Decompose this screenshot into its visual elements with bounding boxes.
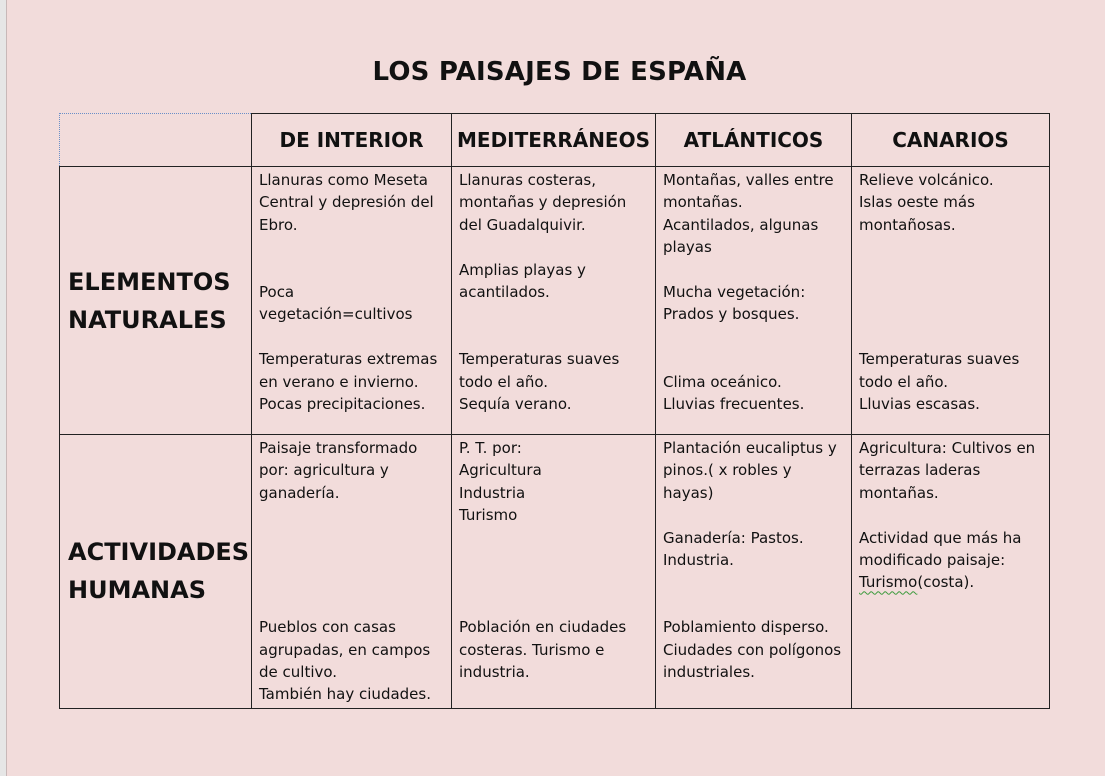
column-header-atlanticos: ATLÁNTICOS — [656, 114, 852, 167]
row-elementos-naturales — [60, 167, 1050, 435]
cell-humanas-atlanticos: Plantación eucaliptus y pinos.( x robles y hayas) Ganadería: Pastos. Industria. Poblamiento disperso. Ciudades con polígonos industriales. — [656, 435, 852, 709]
column-header-interior: DE INTERIOR — [252, 114, 452, 167]
document-page — [6, 0, 1105, 776]
column-header-mediterraneos: MEDITERRÁNEOS — [452, 114, 656, 167]
row-header-actividades-humanas: ACTIVIDADES HUMANAS — [60, 435, 252, 709]
cell-humanas-canarios: Agricultura: Cultivos en terrazas laderas montañas. Actividad que más ha modificado paisaje: Turismo(costa). — [852, 435, 1050, 709]
header-row — [60, 114, 1050, 167]
cell-naturales-atlanticos: Montañas, valles entre montañas. Acantilados, algunas playas Mucha vegetación: Prados y bosques. Clima oceánico. Lluvias frecuentes. — [656, 167, 852, 435]
cell-naturales-mediterraneos: Llanuras costeras, montañas y depresión del Guadalquivir. Amplias playas y acantilados. Temperaturas suaves todo el año. Sequía verano. — [452, 167, 656, 435]
cell-humanas-interior: Paisaje transformado por: agricultura y ganadería. Pueblos con casas agrupadas, en campos de cultivo. También hay ciudades. — [252, 435, 452, 709]
page-title: LOS PAISAJES DE ESPAÑA — [372, 57, 747, 87]
corner-cell — [60, 114, 252, 167]
row-header-elementos-naturales: ELEMENTOS NATURALES — [60, 167, 252, 435]
row-actividades-humanas — [60, 435, 1050, 709]
spellcheck-underlined-word: Turismo — [859, 573, 918, 592]
cell-humanas-mediterraneos: P. T. por: Agricultura Industria Turismo Población en ciudades costeras. Turismo e industria. — [452, 435, 656, 709]
landscapes-table — [59, 113, 1050, 709]
cell-naturales-interior: Llanuras como Meseta Central y depresión del Ebro. Poca vegetación=cultivos Temperaturas extremas en verano e invierno. Pocas precipitaciones. — [252, 167, 452, 435]
cell-naturales-canarios: Relieve volcánico. Islas oeste más montañosas. Temperaturas suaves todo el año. Lluvias escasas. — [852, 167, 1050, 435]
column-header-canarios: CANARIOS — [852, 114, 1050, 167]
